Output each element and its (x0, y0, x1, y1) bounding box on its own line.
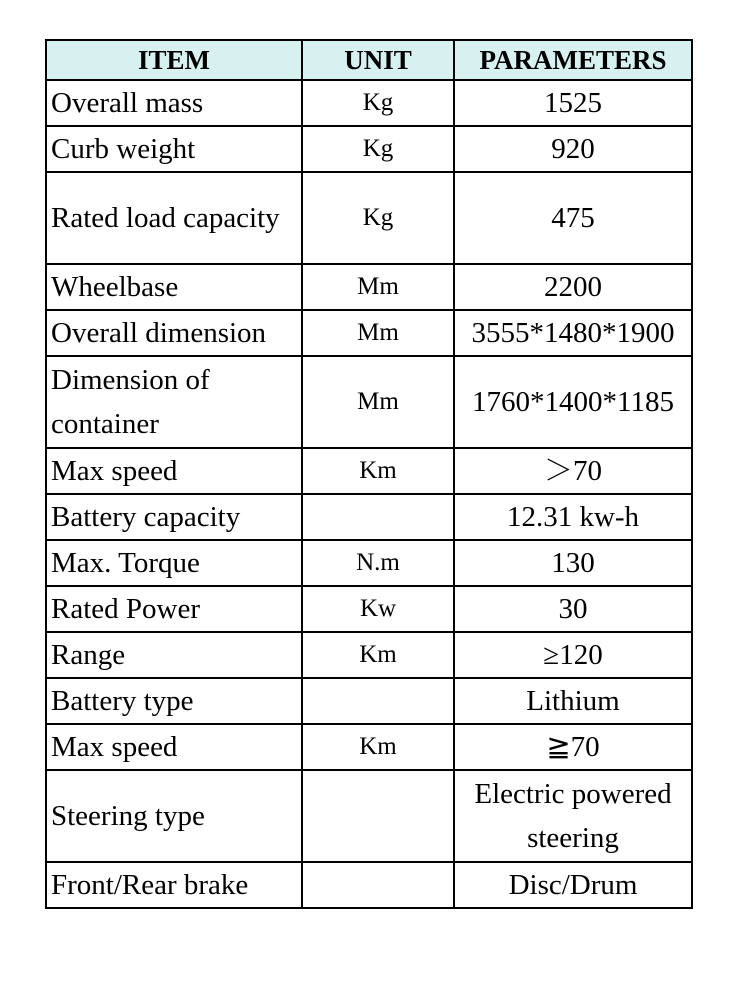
header-unit: UNIT (302, 40, 454, 80)
param-cell: 2200 (454, 264, 692, 310)
table-row (46, 172, 692, 264)
spec-table (45, 39, 693, 909)
unit-cell: Kw (302, 586, 454, 632)
param-cell: 475 (454, 172, 692, 264)
table-row (46, 862, 692, 908)
param-cell: Electric powered steering (454, 770, 692, 862)
unit-cell: Km (302, 632, 454, 678)
table-row (46, 540, 692, 586)
param-cell: ≧70 (454, 724, 692, 770)
table-row (46, 264, 692, 310)
unit-cell: Kg (302, 80, 454, 126)
param-cell: 12.31 kw-h (454, 494, 692, 540)
unit-cell (302, 862, 454, 908)
unit-cell (302, 678, 454, 724)
item-cell: Max. Torque (46, 540, 302, 586)
item-cell: Max speed (46, 724, 302, 770)
item-cell: Wheelbase (46, 264, 302, 310)
param-cell: Disc/Drum (454, 862, 692, 908)
item-cell: Curb weight (46, 126, 302, 172)
table-row (46, 586, 692, 632)
unit-cell (302, 770, 454, 862)
param-cell: 920 (454, 126, 692, 172)
table-row (46, 448, 692, 494)
unit-cell: Mm (302, 310, 454, 356)
table-row (46, 632, 692, 678)
item-cell: Battery type (46, 678, 302, 724)
unit-cell: Km (302, 724, 454, 770)
param-cell: 130 (454, 540, 692, 586)
item-cell: Max speed (46, 448, 302, 494)
unit-cell: Km (302, 448, 454, 494)
table-row (46, 494, 692, 540)
param-cell: 1760*1400*1185 (454, 356, 692, 448)
table-row (46, 356, 692, 448)
param-cell: 30 (454, 586, 692, 632)
item-cell: Range (46, 632, 302, 678)
table-row (46, 310, 692, 356)
param-cell: Lithium (454, 678, 692, 724)
unit-cell: N.m (302, 540, 454, 586)
param-cell: ≥120 (454, 632, 692, 678)
item-cell: Rated load capacity (46, 172, 302, 264)
table-row (46, 126, 692, 172)
item-cell: Battery capacity (46, 494, 302, 540)
header-row (46, 40, 692, 80)
item-cell: Steering type (46, 770, 302, 862)
item-cell: Dimension of container (46, 356, 302, 448)
table-row (46, 770, 692, 862)
item-cell: Overall mass (46, 80, 302, 126)
unit-cell: Kg (302, 172, 454, 264)
param-cell: 1525 (454, 80, 692, 126)
unit-cell: Mm (302, 264, 454, 310)
param-cell: ＞70 (454, 448, 692, 494)
header-parameters: PARAMETERS (454, 40, 692, 80)
table-row (46, 678, 692, 724)
item-cell: Overall dimension (46, 310, 302, 356)
unit-cell: Kg (302, 126, 454, 172)
item-cell: Front/Rear brake (46, 862, 302, 908)
table-row (46, 80, 692, 126)
param-cell: 3555*1480*1900 (454, 310, 692, 356)
header-item: ITEM (46, 40, 302, 80)
item-cell: Rated Power (46, 586, 302, 632)
unit-cell (302, 494, 454, 540)
unit-cell: Mm (302, 356, 454, 448)
table-row (46, 724, 692, 770)
